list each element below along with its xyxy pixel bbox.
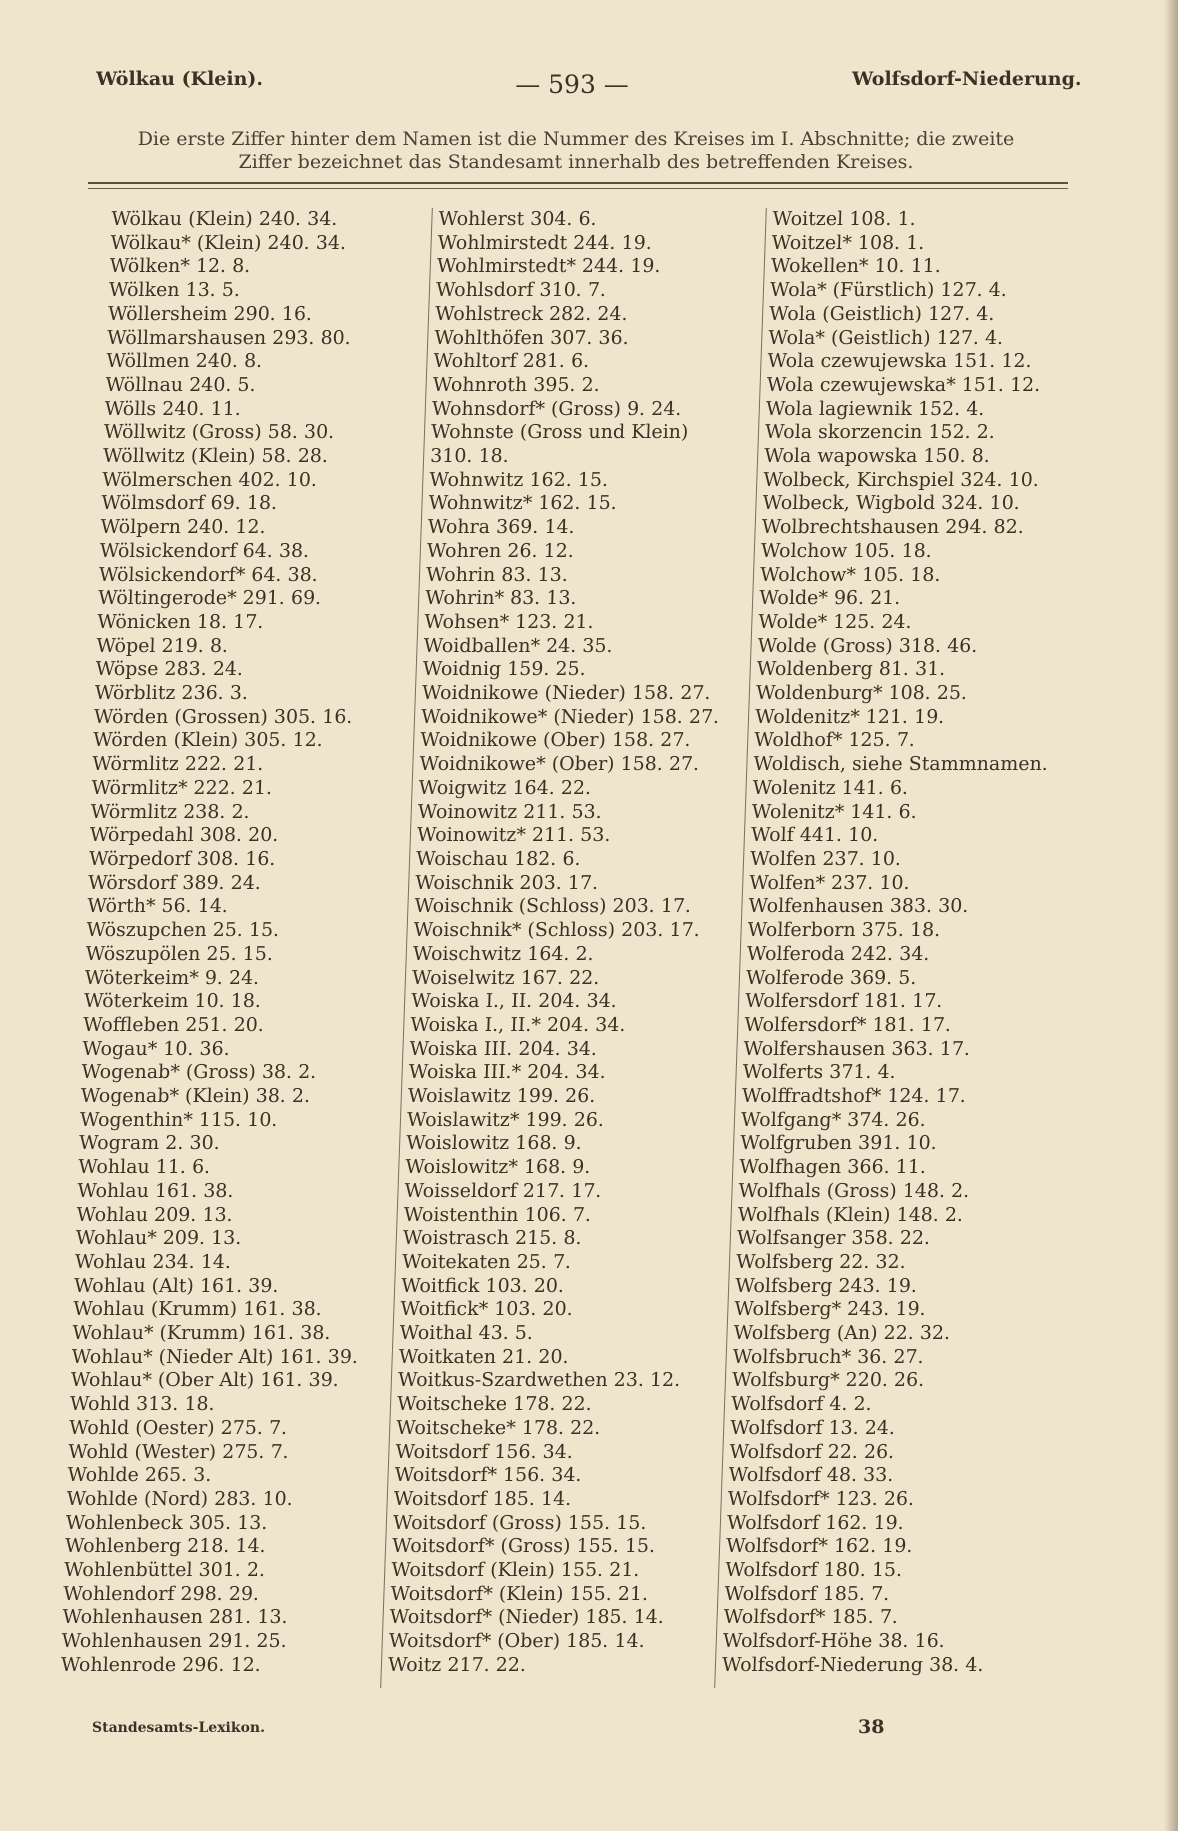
list-item: Wolfhagen 366. 11. [738,1156,927,1179]
list-item: Wohlsdorf 310. 7. [435,279,607,302]
list-item: Wolferborn 375. 18. [747,919,941,942]
list-item: Woischnik (Schloss) 203. 17. [414,895,692,918]
list-item: Wöltingerode* 291. 69. [97,587,322,610]
list-item: Wohlerst 304. 6. [438,208,598,230]
list-item: Wolfsdorf 4. 2. [730,1393,873,1416]
list-item: Wohnsdorf* (Gross) 9. 24. [431,397,682,420]
list-item: Woldenburg* 108. 25. [755,682,968,705]
list-item: Wolfsdorf-Höhe 38. 16. [722,1630,946,1653]
entries-column-2 [380,208,769,1688]
list-item: Woitsdorf (Gross) 155. 15. [392,1511,647,1534]
list-item: Woischwitz 164. 2. [412,942,595,965]
list-item: Woffleben 251. 20. [82,1013,265,1036]
list-item: Wolfersdorf 181. 17. [744,990,943,1013]
list-item: Woitekaten 25. 7. [401,1250,572,1273]
list-item: Woitz 217. 22. [387,1653,527,1676]
list-item: Wöllersheim 290. 16. [107,302,313,325]
list-item: Wohlenhausen 291. 25. [61,1630,288,1653]
list-item: Wohnwitz* 162. 15. [428,492,618,515]
intro-line-2: Ziffer bezeichnet das Standesamt innerhalb des betreffenden Kreises. [238,151,914,173]
list-item: Wola wapowska 150. 8. [763,445,991,468]
list-item: 310. 18. [429,445,510,468]
list-item: Wolfersdorf* 181. 17. [743,1013,952,1036]
list-item: Wolferoda 242. 34. [746,942,930,965]
list-item: Wolfsdorf 180. 15. [724,1559,903,1582]
list-item: Wolde (Gross) 318. 46. [757,634,978,657]
list-item: Woitkaten 21. 20. [398,1345,569,1368]
list-item: Woislowitz 168. 9. [405,1132,583,1155]
list-item: Wola czewujewska* 151. 12. [766,373,1041,396]
list-item: Wölkau* (Klein) 240. 34. [110,231,347,254]
list-item: Wolffradtshof* 124. 17. [741,1085,967,1108]
list-item: Woistenthin 106. 7. [403,1203,592,1226]
list-item: Wöllnau 240. 5. [105,373,257,396]
list-item: Wörden (Klein) 305. 12. [92,729,324,752]
list-item: Wohra 369. 14. [427,516,576,539]
list-item: Wörden (Grossen) 305. 16. [93,705,353,728]
list-item: Wolfershausen 363. 17. [743,1037,971,1060]
list-item: Wohlenrode 296. 12. [60,1653,262,1676]
footer-signature: Standesamts-Lexikon. [92,1720,265,1736]
list-item: Wohld (Wester) 275. 7. [67,1440,290,1463]
list-item: Wolfsdorf* 123. 26. [727,1487,915,1510]
list-item: Woldenberg 81. 31. [756,658,946,681]
list-item: Woislawitz* 199. 26. [406,1108,605,1131]
list-item: Wogram 2. 30. [78,1132,221,1155]
list-item: Woitzel 108. 1. [772,208,917,230]
list-item: Woidballen* 24. 35. [423,634,614,657]
list-item: Woldisch, siehe Stammnamen. [753,753,1049,776]
list-item: Wolfgruben 391. 10. [739,1132,938,1155]
list-item: Woitsdorf (Klein) 155. 21. [390,1559,640,1582]
list-item: Wohnwitz 162. 15. [428,468,609,491]
list-item: Wohrin* 83. 13. [424,587,577,610]
list-item: Wohren 26. 12. [426,539,575,562]
list-item: Wölpern 240. 12. [100,516,266,539]
list-item: Wogenab* (Gross) 38. 2. [81,1061,317,1084]
list-item: Wörsdorf 389. 24. [87,871,262,894]
list-item: Woitfick 103. 20. [400,1274,565,1297]
list-item: Woitsdorf* (Klein) 155. 21. [390,1582,649,1605]
list-item: Wohlau (Krumm) 161. 38. [72,1298,323,1321]
list-item: Wolenitz* 141. 6. [751,800,918,823]
list-item: Wohlstreck 282. 24. [434,302,628,325]
list-item: Wölken* 12. 8. [109,255,251,278]
list-item: Wolfsdorf* 162. 19. [725,1535,913,1558]
page-number: — 593 — [515,70,629,99]
list-item: Wöszupölen 25. 15. [85,942,274,965]
list-item: Wola skorzencin 152. 2. [764,421,996,444]
list-item: Wogenab* (Klein) 38. 2. [80,1085,311,1108]
list-item: Wörblitz 236. 3. [94,682,249,705]
list-item: Woiska III. 204. 34. [409,1037,598,1060]
list-item: Woitsdorf 185. 14. [393,1487,572,1510]
list-item: Wolfsdorf* 185. 7. [723,1606,899,1629]
list-item: Woiska I., II.* 204. 34. [409,1013,626,1036]
list-item: Wönicken 18. 17. [96,610,264,633]
list-item: Wohlendorf 298. 29. [62,1582,260,1605]
list-item: Woitsdorf* (Ober) 185. 14. [388,1630,646,1653]
list-item: Woitkus-Szardwethen 23. 12. [397,1369,681,1392]
list-item: Wolfsdorf 48. 33. [728,1464,894,1487]
list-item: Wohlmirstedt 244. 19. [437,231,653,254]
list-item: Wolbrechtshausen 294. 82. [761,516,1025,539]
list-item: Woitzel* 108. 1. [771,231,925,254]
entries-column-3 [714,208,1103,1688]
list-item: Wörmlitz 222. 21. [91,753,264,776]
list-item: Wolfen* 237. 10. [748,871,911,894]
list-item: Woitscheke* 178. 22. [395,1416,601,1439]
list-item: Wolfhals (Gross) 148. 2. [738,1179,970,1202]
list-item: Wohlenbeck 305. 13. [65,1511,268,1534]
list-item: Wöterkeim* 9. 24. [84,966,260,989]
list-item: Wörpedorf 308. 16. [88,847,276,870]
list-item: Wörpedahl 308. 20. [89,824,279,847]
list-item: Wohlde (Nord) 283. 10. [66,1487,294,1510]
list-item: Woitscheke 178. 22. [396,1393,593,1416]
list-item: Wohlau (Alt) 161. 39. [73,1274,279,1297]
scan-edge [1164,0,1178,1831]
footer-sheet-number: 38 [858,1716,885,1738]
list-item: Wölsickendorf 64. 38. [99,539,310,562]
intro-line-1: Die erste Ziffer hinter dem Namen ist die Nummer des Kreises im I. Abschnitte; die zweite [137,128,1015,150]
list-item: Woidnikowe (Nieder) 158. 27. [421,682,711,705]
list-item: Wohlmirstedt* 244. 19. [436,255,661,278]
list-item: Wolf 441. 10. [750,824,879,847]
list-item: Wohrin 83. 13. [425,563,569,586]
list-item: Woithal 43. 5. [399,1322,534,1345]
list-item: Wolde* 125. 24. [758,610,913,633]
list-item: Wöpse 283. 24. [95,658,244,681]
list-item: Wola lagiewnik 152. 4. [765,397,985,420]
list-item: Wolfsburg* 220. 26. [731,1369,925,1392]
list-item: Wolfsberg 243. 19. [734,1274,918,1297]
list-item: Wölls 240. 11. [104,397,242,420]
list-item: Wohlau 11. 6. [77,1156,211,1179]
list-item: Wörmlitz 238. 2. [90,800,251,823]
list-item: Woitsdorf* (Nieder) 185. 14. [389,1606,665,1629]
list-item: Wokellen* 10. 11. [770,255,942,278]
list-item: Woischnik* (Schloss) 203. 17. [413,919,701,942]
list-item: Woiselwitz 167. 22. [411,966,600,989]
list-item: Wohld 313. 18. [69,1393,216,1416]
list-item: Woigwitz 164. 22. [418,776,592,799]
list-item: Wola* (Fürstlich) 127. 4. [769,279,1008,302]
list-item: Woistrasch 215. 8. [402,1227,582,1250]
list-item: Woisseldorf 217. 17. [404,1179,602,1202]
list-item: Wolde* 96. 21. [758,587,901,610]
list-item: Wölkau (Klein) 240. 34. [110,208,338,230]
list-item: Wolfhals (Klein) 148. 2. [737,1203,964,1226]
list-item: Woischnik 203. 17. [414,871,599,894]
list-item: Wohlenberg 218. 14. [64,1535,267,1558]
list-item: Wogau* 10. 36. [81,1037,231,1060]
list-item: Wolfsberg 22. 32. [735,1250,907,1273]
list-item: Wöllmarshausen 293. 80. [106,326,352,349]
list-item: Woidnikowe* (Ober) 158. 27. [419,753,700,776]
list-item: Woitfick* 103. 20. [399,1298,574,1321]
list-item: Wölmerschen 402. 10. [101,468,318,491]
list-item: Woidnikowe (Ober) 158. 27. [419,729,691,752]
list-item: Woinowitz 211. 53. [417,800,603,823]
entries-column-1 [60,208,441,1678]
list-item: Woinowitz* 211. 53. [416,824,611,847]
list-item: Wolfen 237. 10. [749,847,902,870]
list-item: Wöpel 219. 8. [95,634,229,657]
list-item: Wolfsdorf 185. 7. [724,1582,890,1605]
list-item: Wolfsdorf 22. 26. [729,1440,895,1463]
list-item: Woldenitz* 121. 19. [754,705,945,728]
header-right: Wolfsdorf-Niederung. [852,68,1082,90]
list-item: Wöszupchen 25. 15. [86,919,280,942]
list-item: Wölmsdorf 69. 18. [100,492,278,515]
list-item: Woislowitz* 168. 9. [404,1156,591,1179]
list-item: Wohnroth 395. 2. [432,373,601,396]
list-item: Wöllmen 240. 8. [105,350,263,373]
list-item: Wolfsdorf 162. 19. [726,1511,905,1534]
list-item: Wohlthöfen 307. 36. [433,326,630,349]
list-item: Wohsen* 123. 21. [424,610,595,633]
header-left: Wölkau (Klein). [96,68,264,90]
list-item: Wohnste (Gross und Klein) [430,421,689,444]
list-item: Wolfsberg* 243. 19. [733,1298,927,1321]
list-item: Woitsdorf* 156. 34. [394,1464,582,1487]
list-item: Wohlau* 209. 13. [75,1227,242,1250]
list-item: Wohlenbüttel 301. 2. [63,1559,266,1582]
list-item: Wohlau 209. 13. [76,1203,234,1226]
list-item: Wola (Geistlich) 127. 4. [768,302,995,325]
list-item: Woidnig 159. 25. [422,658,587,681]
list-item: Wohlau* (Ober Alt) 161. 39. [70,1369,340,1392]
list-item: Wohlau 161. 38. [76,1179,234,1202]
list-item: Wolferts 371. 4. [742,1061,897,1084]
divider [88,182,1068,184]
intro-text [86,128,1066,174]
list-item: Wöllwitz (Klein) 58. 28. [102,445,329,468]
list-item: Woitsdorf* (Gross) 155. 15. [391,1535,656,1558]
list-item: Wohlau* (Nieder Alt) 161. 39. [71,1345,359,1368]
list-item: Wolfsberg (An) 22. 32. [733,1322,951,1345]
list-item: Wörmlitz* 222. 21. [91,776,273,799]
list-item: Wöterkeim 10. 18. [83,990,262,1013]
list-item: Wolbeck, Wigbold 324. 10. [762,492,1021,515]
list-item: Wohld (Oester) 275. 7. [68,1416,288,1439]
list-item: Wolfsanger 358. 22. [736,1227,931,1250]
list-item: Wolfsdorf 13. 24. [729,1416,896,1439]
list-item: Wolfenhausen 383. 30. [748,895,969,918]
list-item: Wohlenhausen 281. 13. [62,1606,288,1629]
list-item: Woiska III.* 204. 34. [408,1061,607,1084]
list-item: Woldhof* 125. 7. [753,729,916,752]
list-item: Wolchow 105. 18. [760,539,933,562]
list-item: Wöllwitz (Gross) 58. 30. [103,421,335,444]
list-item: Woischau 182. 6. [415,847,581,870]
list-item: Wolfsbruch* 36. 27. [732,1345,925,1368]
list-item: Wölken 13. 5. [108,279,241,302]
list-item: Wörth* 56. 14. [86,895,229,918]
list-item: Woiska I., II. 204. 34. [410,990,618,1013]
list-item: Woidnikowe* (Nieder) 158. 27. [420,705,720,728]
list-item: Wolfgang* 374. 26. [740,1108,927,1131]
list-item: Wola* (Geistlich) 127. 4. [767,326,1004,349]
list-item: Wolfsdorf-Niederung 38. 4. [721,1653,984,1676]
list-item: Wola czewujewska 151. 12. [767,350,1032,373]
list-item: Wohlau 234. 14. [74,1250,232,1273]
list-item: Wölsickendorf* 64. 38. [98,563,319,586]
list-item: Wolferode 369. 5. [745,966,917,989]
list-item: Wohlde 265. 3. [67,1464,212,1487]
list-item: Woislawitz 199. 26. [407,1085,596,1108]
list-item: Wogenthin* 115. 10. [79,1108,278,1131]
list-item: Wohltorf 281. 6. [433,350,590,373]
list-item: Woitsdorf 156. 34. [395,1440,574,1463]
list-item: Wolchow* 105. 18. [759,563,941,586]
list-item: Wolbeck, Kirchspiel 324. 10. [762,468,1040,491]
list-item: Wohlau* (Krumm) 161. 38. [71,1322,331,1345]
list-item: Wolenitz 141. 6. [752,776,909,799]
divider [88,188,1068,189]
